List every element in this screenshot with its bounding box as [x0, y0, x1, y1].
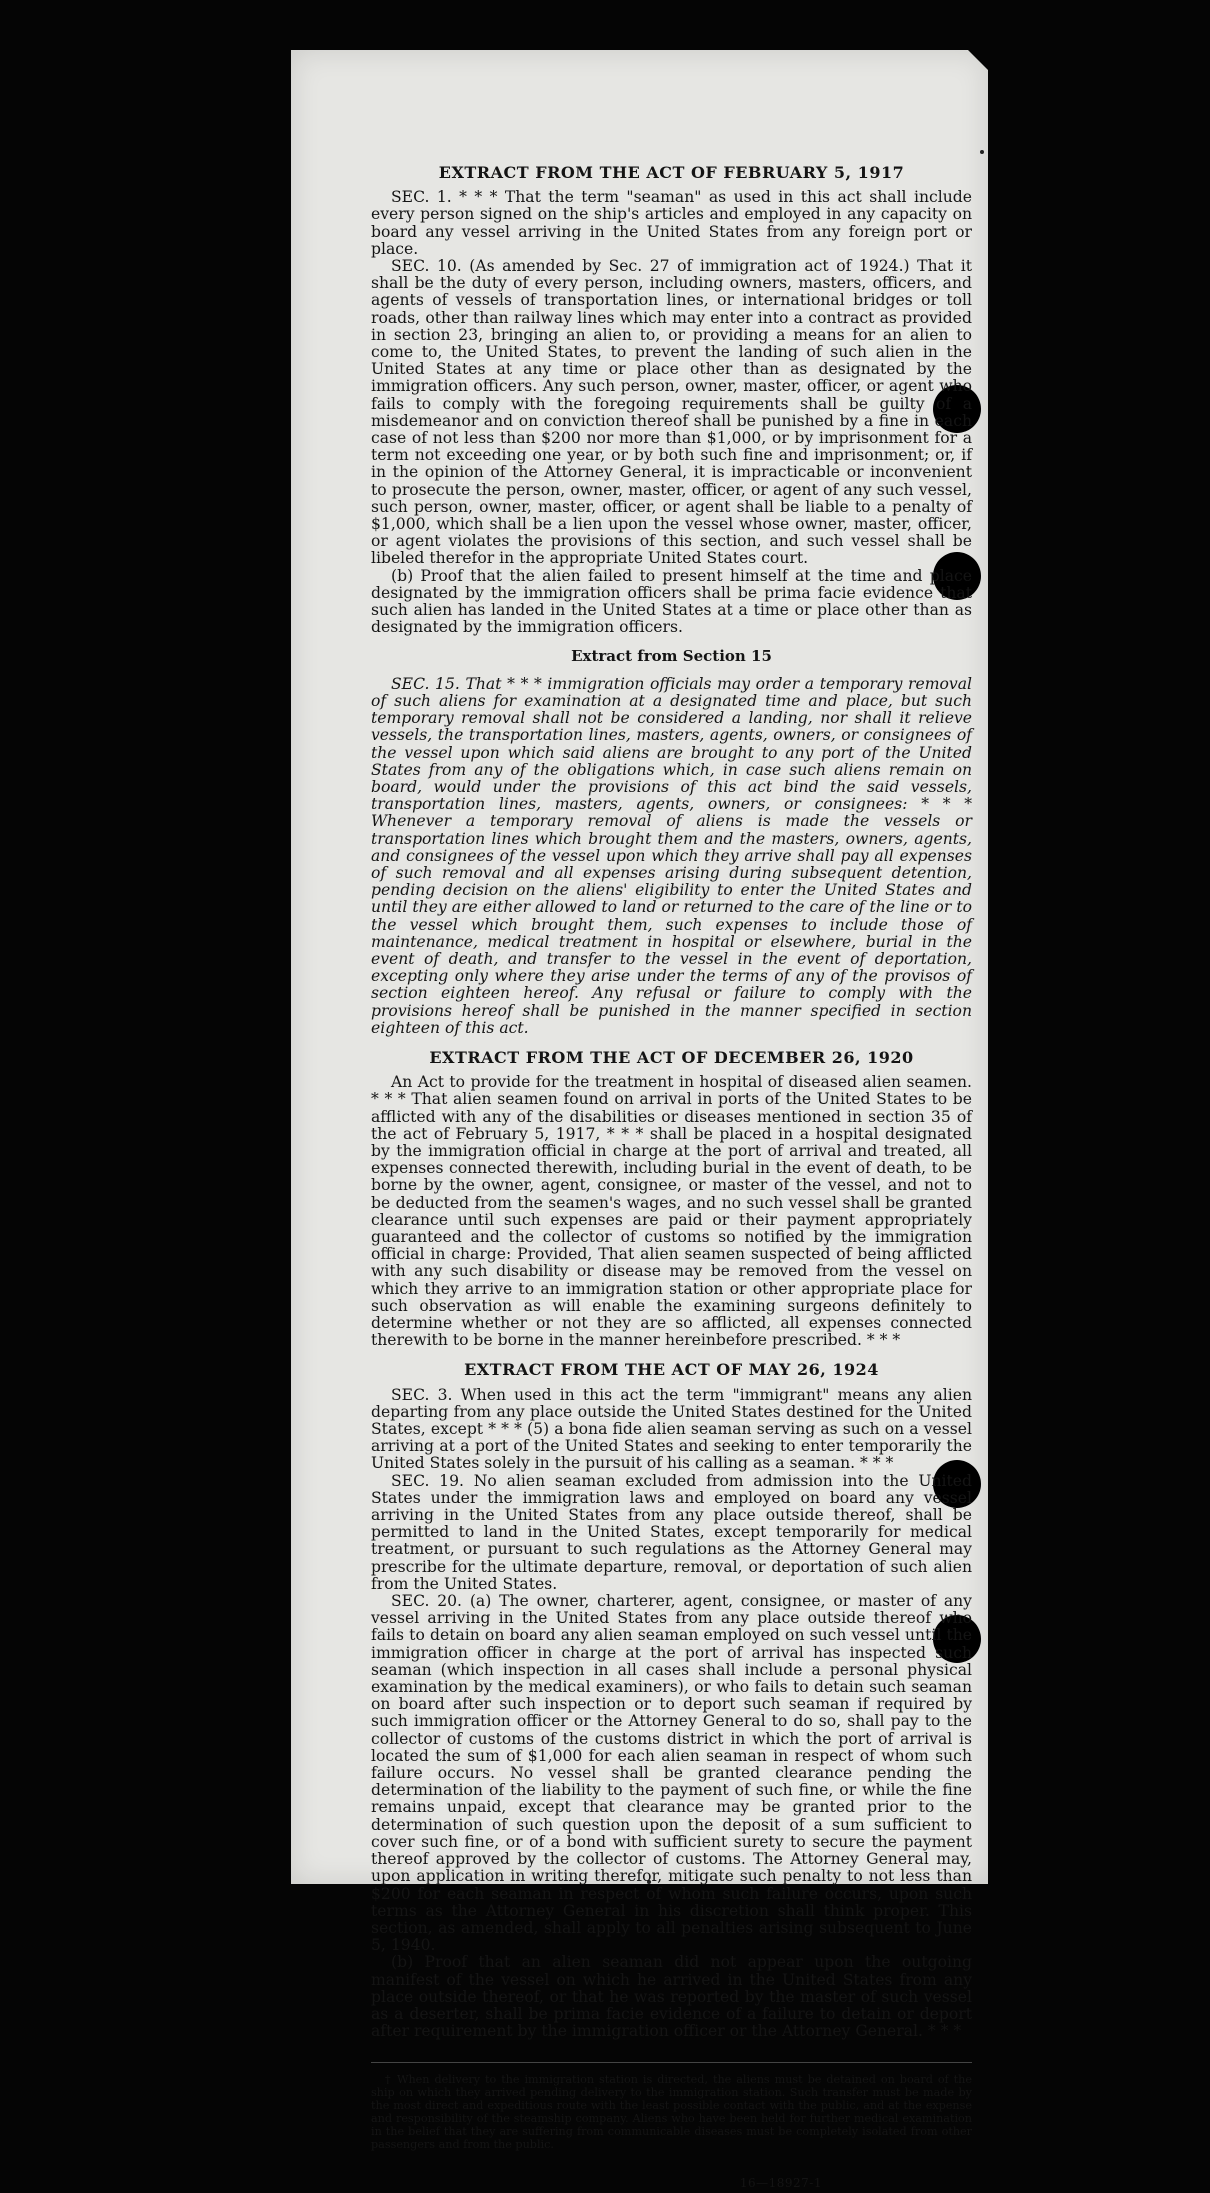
paragraph-act-1920: An Act to provide for the treatment in hospital of diseased alien seamen. * * * That alien seamen found on arrival in ports of the United States to be afflicted with any of the disabilities or diseases mentioned in section 35 of the act of February 5, 1917, * * * shall be placed in a hospital designated by the immigration official in charge at the port of arrival and treated, all expenses connected therewith, including burial in the event of death, to be borne by the owner, agent, consignee, or master of the vessel, and not to be deducted from the seamen's wages, and no such vessel shall be granted clearance until such expenses are paid or their payment appropriately guaranteed and the collector of customs so notified by the immigration official in charge: Provided, That alien seamen suspected of being afflicted with any such disability or disease may be removed from the vessel on which they arrive to an immigration station or other appropriate place for such observation as will enable the examining surgeons definitely to determine whether or not they are so afflicted, all expenses connected therewith to be borne in the manner hereinbefore prescribed. * * *: [371, 1073, 972, 1350]
paragraph-sec-10: SEC. 10. (As amended by Sec. 27 of immigration act of 1924.) That it shall be the duty of every person, including owners, masters, officers, and agents of vessels of transportation lines, or international bridges or toll roads, other than railway lines which may enter into a contract as provided in section 23, bringing an alien to, or providing a means for an alien to come to, the United States, to prevent the landing of such alien in the United States at any time or place other than as designated by the immigration officers. Any such person, owner, master, officer, or agent who fails to comply with the foregoing requirements shall be guilty of a misdemeanor and on conviction thereof shall be punished by a fine in each case of not less than $200 nor more than $1,000, or by imprisonment for a term not exceeding one year, or by both such fine and imprisonment; or, if in the opinion of the Attorney General, it is impracticable or inconvenient to prosecute the person, owner, master, officer, or agent of any such vessel, such person, owner, master, officer, or agent shall be liable to a penalty of $1,000, which shall be a lien upon the vessel whose owner, master, officer, or agent violates the provisions of this section, and such vessel shall be libeled therefor in the appropriate United States court.: [371, 257, 972, 568]
speck: [980, 150, 984, 154]
document-body: [371, 158, 972, 2193]
form-number: 16—18927-1: [739, 2176, 822, 2191]
paragraph-sec-19: SEC. 19. No alien seaman excluded from admission into the United States under the immigration laws and employed on board any vessel arriving in the United States from any place outside thereof, shall be permitted to land in the United States, except temporarily for medical treatment, or pursuant to such regulations as the Attorney General may prescribe for the ultimate departure, removal, or deportation of such alien from the United States.: [371, 1471, 972, 1593]
subheading-section-15: Extract from Section 15: [571, 647, 772, 666]
paragraph-sec-3: SEC. 3. When used in this act the term "immigrant" means any alien departing from any place outside the United States destined for the United States, except * * * (5) a bona fide alien seaman serving as such on a vessel arriving at a port of the United States and seeking to enter temporarily the United States solely in the pursuit of his calling as a seaman. * * *: [371, 1385, 972, 1473]
footnote: [371, 2062, 972, 2151]
heading-act-1920: EXTRACT FROM THE ACT OF DECEMBER 26, 1920: [429, 1047, 914, 1067]
folded-corner: [967, 49, 989, 71]
paragraph-sec-15: SEC. 15. That * * * immigration officials may order a temporary removal of such aliens for examination at a designated time and place, but such temporary removal shall not be considered a landing, nor shall it relieve vessels, the transportation lines, masters, agents, owners, or consignees of the vessel upon which said aliens are brought to any port of the United States from any of the obligations which, in case such aliens remain on board, would under the provisions of this act bind the said vessels, transportation lines, masters, agents, owners, or consignees: * * * Whenever a temporary removal of aliens is made the vessels or transportation lines which brought them and the masters, owners, agents, and consignees of the vessel upon which they arrive shall pay all expenses of such removal and all expenses arising during subsequent detention, pending decision on the aliens' eligibility to enter the United States and until they are either allowed to land or returned to the care of the line or to the vessel which brought them, such expenses to include those of maintenance, medical treatment in hospital or elsewhere, burial in the event of death, and transfer to the vessel in the event of deportation, excepting only where they arise under the terms of any of the provisos of section eighteen hereof. Any refusal or failure to comply with the provisions hereof shall be punished in the manner specified in section eighteen of this act.: [371, 674, 972, 1037]
paragraph-sec-10b: (b) Proof that the alien failed to present himself at the time and place designated by the immigration officers shall be prima facie evidence that such alien has landed in the United States at a time or place other than as designated by the immigration officers.: [371, 566, 972, 637]
paragraph-sec-1: SEC. 1. * * * That the term "seaman" as used in this act shall include every person signed on the ship's articles and employed in any capacity on board any vessel arriving in the United States from any foreign port or place.: [371, 188, 972, 258]
heading-act-1917: EXTRACT FROM THE ACT OF FEBRUARY 5, 1917: [438, 163, 905, 182]
heading-act-1924: EXTRACT FROM THE ACT OF MAY 26, 1924: [464, 1360, 879, 1380]
paragraph-sec-20: SEC. 20. (a) The owner, charterer, agent, consignee, or master of any vessel arriving in the United States from any place outside thereof who fails to detain on board any alien seaman employed on such vessel until the immigration officer in charge at the port of arrival has inspected such seaman (which inspection in all cases shall include a personal physical examination by the medical examiners), or who fails to detain such seaman on board after such inspection or to deport such seaman if required by such immigration officer or the Attorney General to do so, shall pay to the collector of customs of the customs district in which the port of arrival is located the sum of $1,000 for each alien seaman in respect of whom such failure occurs. No vessel shall be granted clearance pending the determination of the liability to the payment of such fine, or while the fine remains unpaid, except that clearance may be granted prior to the determination of such question upon the deposit of a sum sufficient to cover such fine, or of a bond with sufficient surety to secure the payment thereof approved by the collector of customs. The Attorney General may, upon application in writing therefor, mitigate such penalty to not less than $200 for each seaman in respect of whom such failure occurs, upon such terms as the Attorney General in his discretion shall think proper. This section, as amended, shall apply to all penalties arising subsequent to June 5, 1940.: [371, 1592, 972, 1955]
footnote-text: † When delivery to the immigration station is directed, the aliens must be detained on board of the ship on which they arrived pending delivery to the immigration station. Such transfer must be made by the most direct and expeditious route with the least possible contact with the public, and at the expense and responsibility of the steamship company. Aliens who have been held for further medical examination in the belief that they are suffering from communicable diseases must be completely isolated from other passengers and from the public.: [371, 2073, 972, 2152]
document-page: [291, 50, 988, 2191]
section-15-block: [371, 676, 972, 1037]
paragraph-sec-20b: (b) Proof that an alien seaman did not appear upon the outgoing manifest of the vessel on which he arrived in the United States from any place outside thereof, or that he was reported by the master of such vessel as a deserter, shall be prima facie evidence of a failure to detain or deport after requirement by the immigration officer or the Attorney General. * * *: [371, 1953, 972, 2041]
